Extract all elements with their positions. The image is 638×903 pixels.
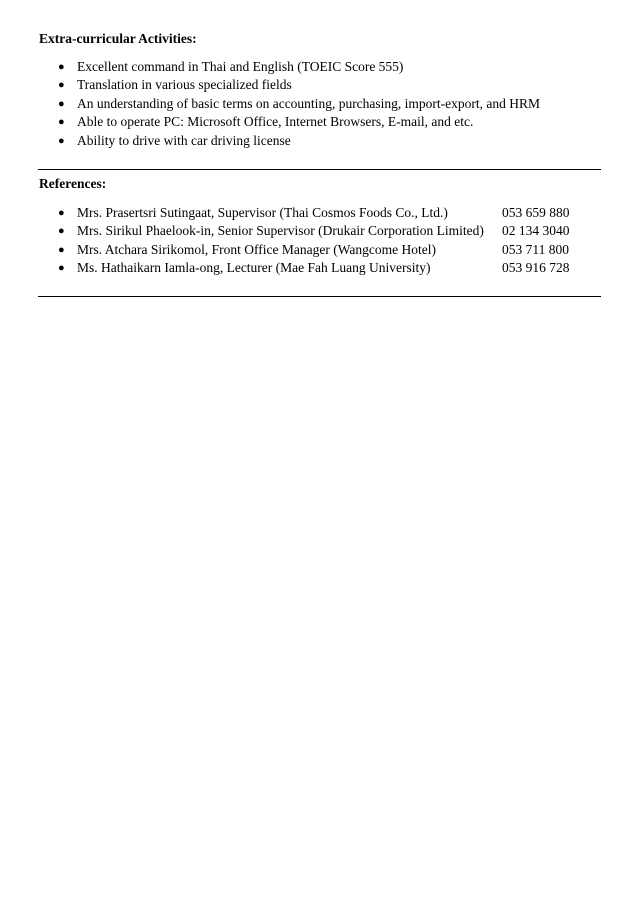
- bullet-icon: ●: [58, 61, 65, 73]
- reference-phone: 053 659 880: [502, 205, 570, 220]
- reference-text: Ms. Hathaikarn Iamla-ong, Lecturer (Mae Fah Luang University): [77, 260, 431, 276]
- reference-phone: 053 711 800: [502, 241, 569, 257]
- reference-text: Mrs. Sirikul Phaelook-in, Senior Supervisor (Drukair Corporation Limited): [77, 223, 484, 239]
- references-heading: References:: [39, 176, 107, 191]
- activity-text: Translation in various specialized fields: [77, 77, 292, 93]
- references-list: [0, 204, 638, 278]
- bullet-icon: ●: [58, 225, 65, 238]
- activity-text: Able to operate PC: Microsoft Office, Internet Browsers, E-mail, and etc.: [77, 114, 474, 130]
- bullet-icon: ●: [58, 134, 65, 147]
- bullet-icon: ●: [58, 262, 65, 275]
- list-item: [0, 113, 638, 131]
- bullet-icon: ●: [58, 79, 65, 92]
- extracurricular-activities-list: [0, 58, 638, 150]
- extracurricular-activities-heading: Extra-curricular Activities:: [39, 31, 197, 46]
- list-item: [0, 259, 638, 277]
- reference-text: Mrs. Atchara Sirikomol, Front Office Manager (Wangcome Hotel): [77, 241, 436, 257]
- list-item: [0, 241, 638, 259]
- bullet-icon: ●: [58, 116, 65, 129]
- reference-text: Mrs. Prasertsri Sutingaat, Supervisor (Thai Cosmos Foods Co., Ltd.): [77, 205, 448, 220]
- bullet-icon: ●: [58, 97, 65, 110]
- activity-text: Ability to drive with car driving license: [77, 132, 291, 148]
- bullet-icon: ●: [58, 207, 65, 219]
- bullet-icon: ●: [58, 243, 65, 256]
- reference-phone: 053 916 728: [502, 260, 570, 276]
- activity-text: Excellent command in Thai and English (TOEIC Score 555): [77, 59, 404, 74]
- list-item: [0, 58, 638, 76]
- list-item: [0, 132, 638, 150]
- reference-phone: 02 134 3040: [502, 223, 570, 239]
- list-item: [0, 95, 638, 113]
- activity-text: An understanding of basic terms on accounting, purchasing, import-export, and HRM: [77, 95, 541, 111]
- section-divider: [38, 296, 601, 297]
- list-item: [0, 76, 638, 94]
- section-divider: [38, 169, 601, 170]
- list-item: [0, 222, 638, 240]
- list-item: [0, 204, 638, 222]
